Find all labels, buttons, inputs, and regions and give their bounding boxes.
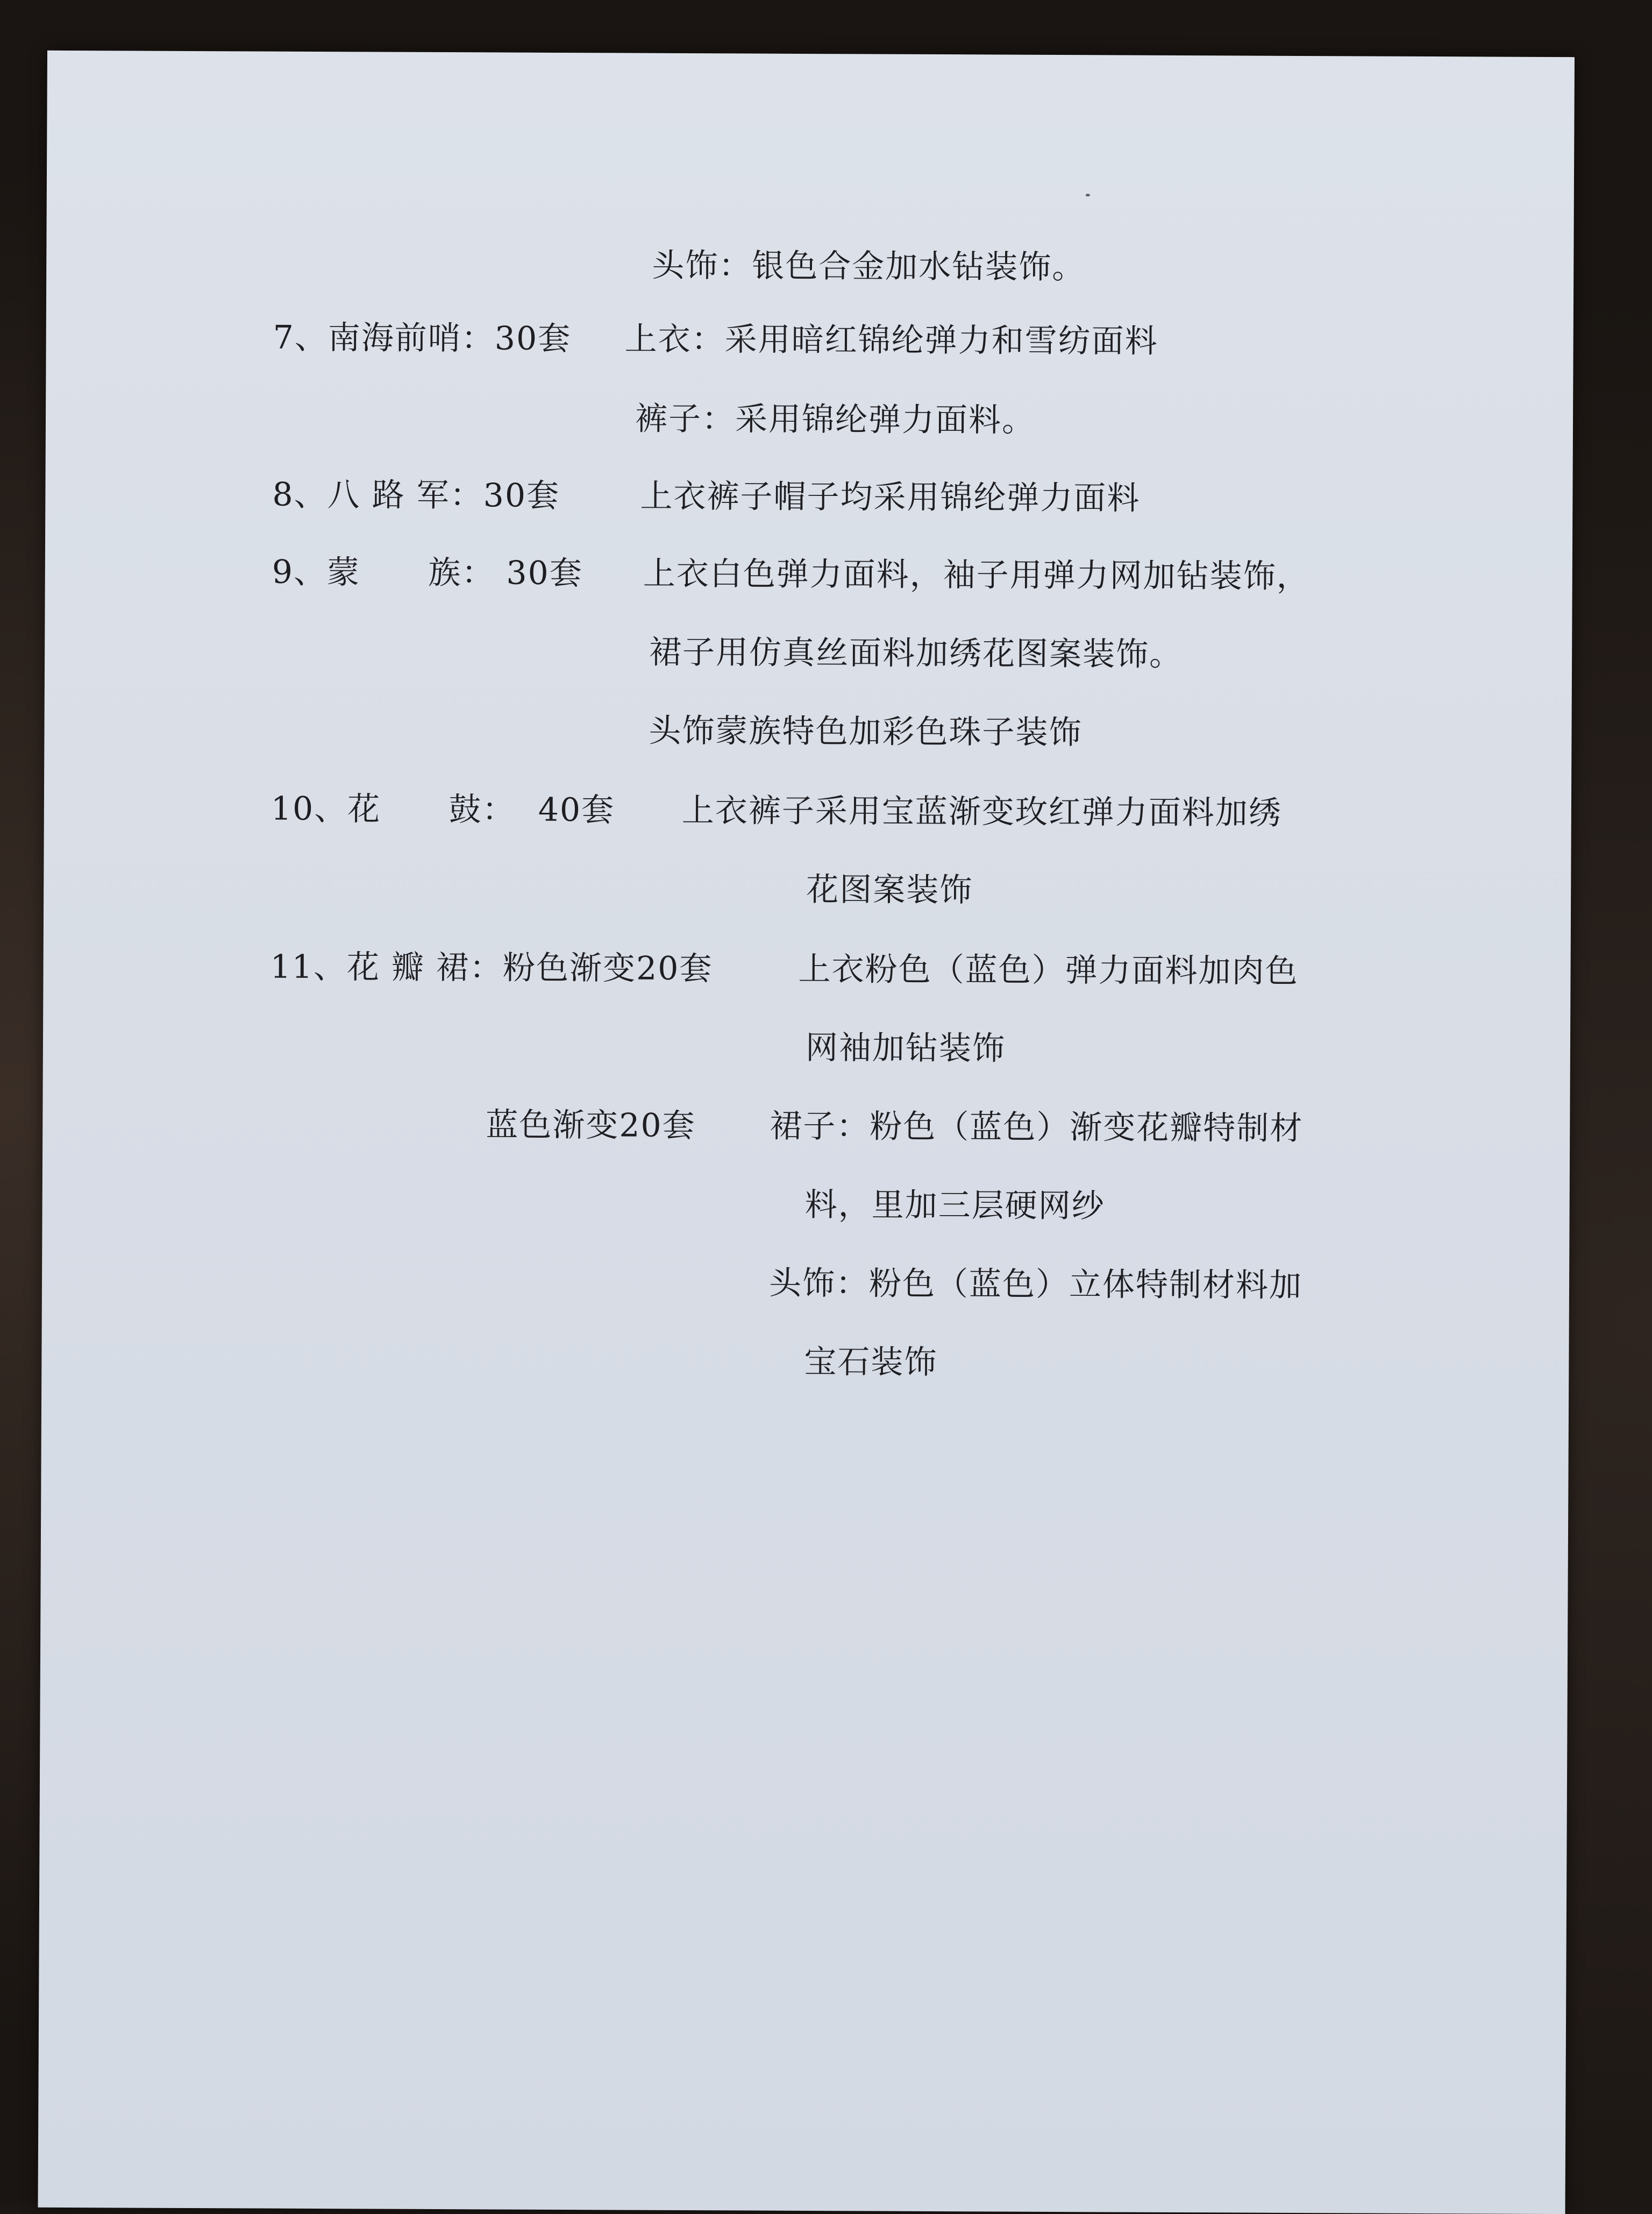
item-10-desc: 上衣裤子采用宝蓝渐变玫红弹力面料加绣 xyxy=(681,791,1283,832)
item-11-headwear: 头饰：粉色（蓝色）立体特制材料加 xyxy=(768,1264,1303,1305)
item-11-title: 11、花 瓣 裙：粉色渐变20套 xyxy=(270,948,713,988)
item-11-top-cont: 网袖加钻装饰 xyxy=(805,1028,1006,1068)
item-11-blue-qty: 蓝色渐变20套 xyxy=(486,1106,696,1145)
paper-speck xyxy=(1086,194,1090,196)
item-10-title: 10、花 鼓： 40套 xyxy=(270,790,615,829)
item-9-headwear: 头饰蒙族特色加彩色珠子装饰 xyxy=(649,712,1083,752)
item-10-desc-cont: 花图案装饰 xyxy=(806,870,973,910)
item-9-skirt: 裙子用仿真丝面料加绣花图案装饰。 xyxy=(649,633,1183,674)
item-11-skirt: 裙子：粉色（蓝色）渐变花瓣特制材 xyxy=(770,1107,1304,1148)
document-page xyxy=(38,51,1575,2214)
item-11-top: 上衣粉色（蓝色）弹力面料加肉色 xyxy=(798,950,1299,990)
item-9-top: 上衣白色弹力面料，袖子用弹力网加钻装饰， xyxy=(643,555,1310,596)
item-8-desc: 上衣裤子帽子均采用锦纶弹力面料 xyxy=(640,477,1141,517)
item-7-top: 上衣：采用暗红锦纶弹力和雪纺面料 xyxy=(624,320,1158,360)
item-8-title: 8、八 路 军：30套 xyxy=(272,476,560,515)
item-11-skirt-cont: 料，里加三层硬网纱 xyxy=(804,1186,1105,1225)
item-11-headwear-cont: 宝石装饰 xyxy=(804,1343,938,1382)
item-7-pants: 裤子：采用锦纶弹力面料。 xyxy=(635,400,1036,439)
line-headwear-silver: 头饰：银色合金加水钻装饰。 xyxy=(652,246,1086,287)
item-9-title: 9、蒙 族： 30套 xyxy=(272,553,583,593)
item-7-title: 7、南海前哨：30套 xyxy=(273,318,572,358)
